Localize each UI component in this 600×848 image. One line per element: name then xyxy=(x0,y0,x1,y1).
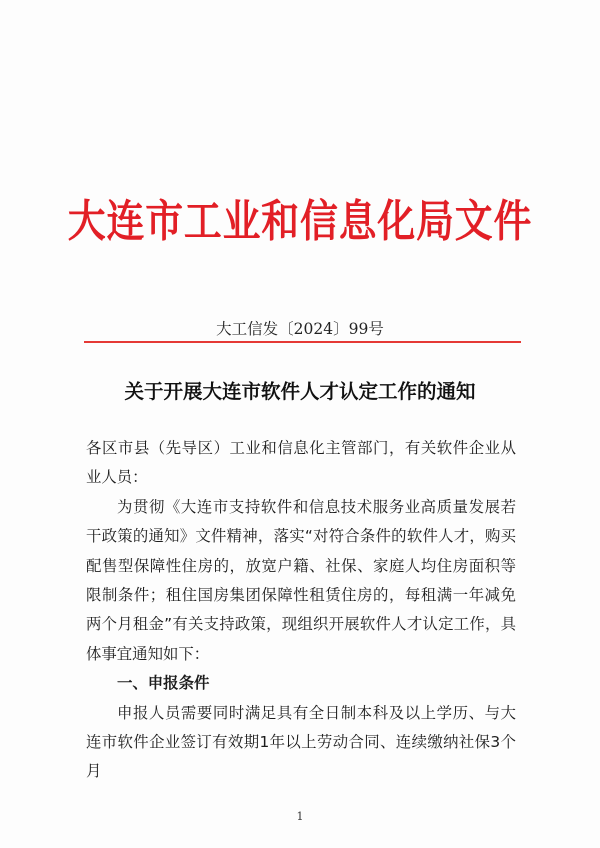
salutation: 各区市县（先导区）工业和信息化主管部门，有关软件企业从业人员： xyxy=(86,439,516,487)
masthead-title: 大连市工业和信息化局文件 xyxy=(67,196,533,247)
notice-title: 关于开展大连市软件人才认定工作的通知 xyxy=(124,380,476,403)
section-heading-conditions: 一、申报条件 xyxy=(117,674,210,693)
red-divider-line xyxy=(84,341,521,343)
document-number: 大工信发〔2024〕99号 xyxy=(216,320,384,338)
page-number: 1 xyxy=(296,810,304,823)
notice-body xyxy=(86,434,516,787)
paragraph-conditions: 申报人员需要同时满足具有全日制本科及以上学历、与大连市软件企业签订有效期1年以上劳动合同、连续缴纳社保3个月 xyxy=(86,703,516,781)
paragraph-intro: 为贯彻《大连市支持软件和信息技术服务业高质量发展若干政策的通知》文件精神，落实“对符合条件的软件人才，购买配售型保障性住房的，放宽户籍、社保、家庭人均住房面积等限制条件；租住国房集团保障性租赁住房的，每租满一年减免两个月租金”有关支持政策，现组织开展软件人才认定工作，具体事宜通知如下： xyxy=(86,497,516,663)
